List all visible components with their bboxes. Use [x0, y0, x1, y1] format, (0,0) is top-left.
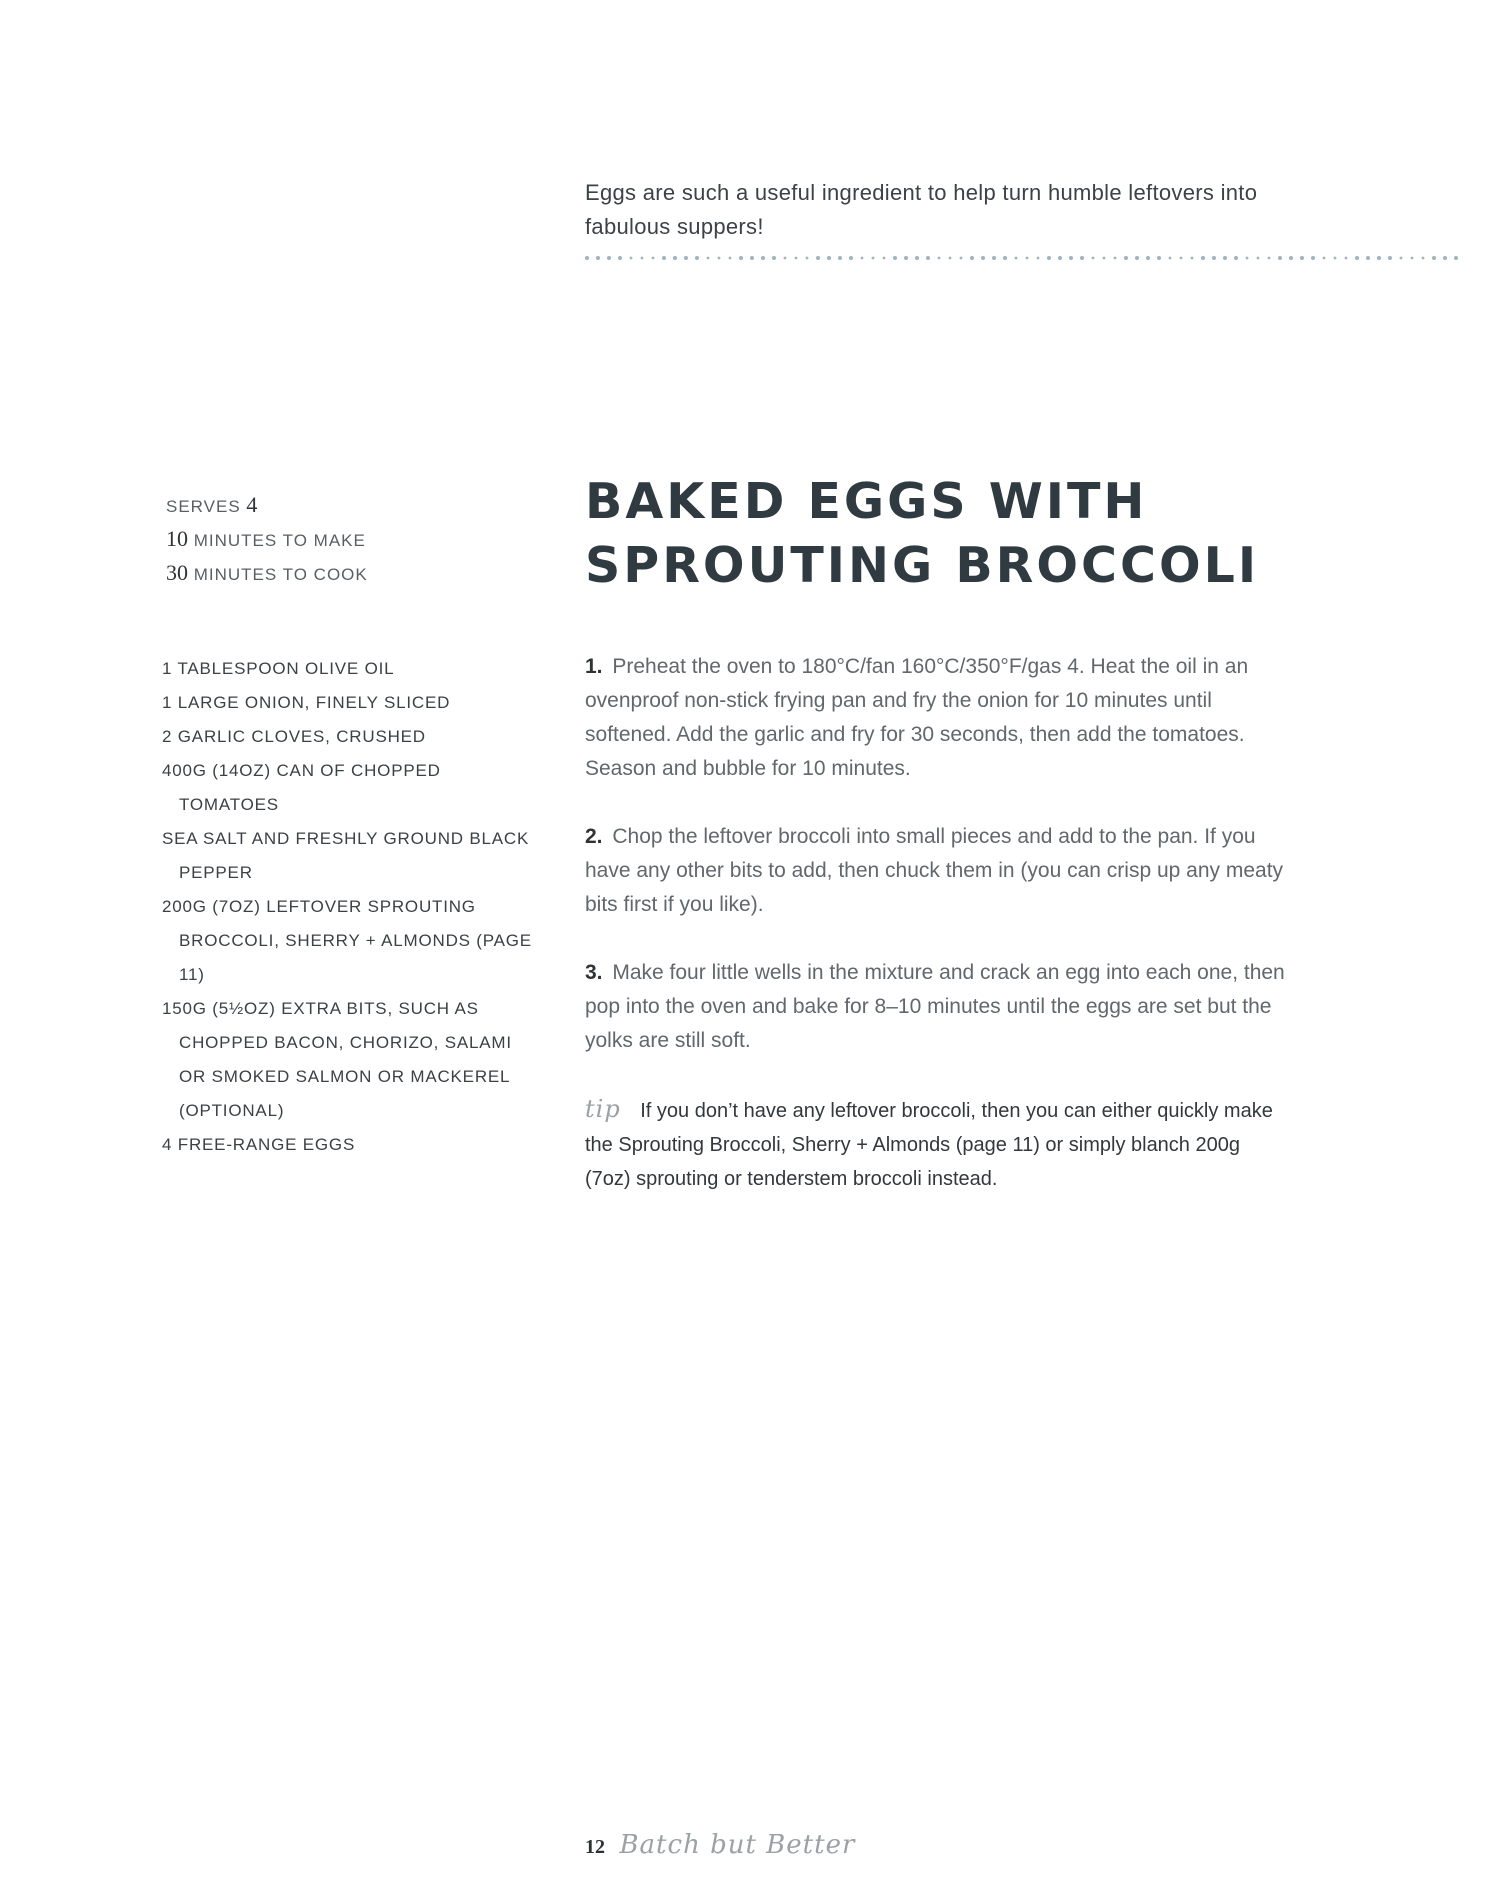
divider-dot [641, 257, 644, 260]
divider-dot [1334, 257, 1337, 260]
divider-dot [904, 256, 908, 260]
divider-dot [1278, 256, 1282, 260]
divider-dot [662, 256, 666, 260]
divider-dot [1003, 256, 1007, 260]
divider-dot [1015, 257, 1018, 260]
dotted-divider [585, 252, 1465, 264]
step-text: Preheat the oven to 180°C/fan 160°C/350°F/gas 4. Heat the oil in an ovenproof non-stick frying pan and fry the onion for 10 minutes until softened. Add the garlic and fry for 30 seconds, then add the tomatoes. Season and bubble for 10 minutes. [585, 655, 1249, 780]
divider-dot [739, 256, 743, 260]
divider-dot [1311, 256, 1315, 260]
tip-box [585, 1092, 1285, 1196]
serves-label: SERVES [166, 497, 241, 516]
divider-dot [872, 257, 875, 260]
divider-dot [630, 257, 633, 260]
divider-dot [1124, 256, 1128, 260]
ingredient-item: 150G (5½OZ) EXTRA BITS, SUCH AS CHOPPED BACON, CHORIZO, SALAMI OR SMOKED SALMON OR MACKEREL (OPTIONAL) [162, 999, 512, 1120]
divider-dot [1257, 257, 1260, 260]
divider-dot [652, 257, 655, 260]
divider-dot [750, 256, 754, 260]
divider-dot [1047, 256, 1051, 260]
divider-dot [1432, 256, 1436, 260]
method-step [585, 650, 1285, 786]
recipe-title-line: SPROUTING BROCCOLI [585, 537, 1260, 594]
divider-dot [1191, 257, 1194, 260]
recipe-meta [166, 488, 466, 590]
method-step [585, 820, 1285, 922]
recipe-title-line: BAKED EGGS WITH [585, 473, 1148, 530]
step-number: 3. [585, 961, 603, 984]
divider-dot [1169, 257, 1172, 260]
divider-dot [784, 257, 787, 260]
divider-dot [673, 256, 677, 260]
divider-dot [1223, 256, 1227, 260]
ingredient-item: 1 TABLESPOON OLIVE OIL [162, 659, 395, 678]
divider-dot [1411, 257, 1414, 260]
divider-dot [949, 257, 952, 260]
divider-dot [1201, 256, 1205, 260]
divider-dot [1355, 256, 1359, 260]
divider-dot [707, 257, 710, 260]
divider-dot [1069, 256, 1073, 260]
method [585, 650, 1285, 1196]
divider-dot [1180, 257, 1183, 260]
divider-dot [1114, 257, 1117, 260]
serves-value: 4 [246, 492, 258, 517]
divider-dot [883, 257, 886, 260]
divider-dot [1377, 256, 1381, 260]
divider-dot [1323, 257, 1326, 260]
divider-dot [1268, 257, 1271, 260]
divider-dot [772, 256, 776, 260]
divider-dot [1454, 256, 1458, 260]
ingredient-item: SEA SALT AND FRESHLY GROUND BLACK PEPPER [162, 829, 530, 882]
make-time-line [166, 522, 466, 556]
tip-label: tip [585, 1095, 621, 1123]
step-number: 2. [585, 825, 603, 848]
divider-dot [761, 256, 765, 260]
divider-dot [1103, 257, 1106, 260]
divider-dot [893, 256, 897, 260]
divider-dot [795, 257, 798, 260]
divider-dot [970, 256, 974, 260]
cook-time-line [166, 556, 466, 590]
divider-dot [1300, 256, 1304, 260]
tip-text: If you don’t have any leftover broccoli, then you can either quickly make the Sprouting Broccoli, Sherry + Almonds (page 11) or simply blanch 200g (7oz) sprouting or tenderstem broccoli instead. [585, 1100, 1273, 1190]
divider-dot [1234, 256, 1238, 260]
divider-dot [1443, 256, 1447, 260]
ingredient-item: 4 FREE-RANGE EGGS [162, 1135, 356, 1154]
divider-dot [938, 257, 941, 260]
step-text: Chop the leftover broccoli into small pieces and add to the pan. If you have any other bits to add, then chuck them in (you can crisp up any meaty bits first if you like). [585, 825, 1284, 916]
divider-dot [926, 256, 930, 260]
divider-dot [861, 257, 864, 260]
divider-dot [992, 256, 996, 260]
divider-dot [1400, 257, 1403, 260]
cook-time-label: MINUTES TO COOK [193, 565, 368, 584]
divider-dot [981, 256, 985, 260]
divider-dot [827, 256, 831, 260]
divider-dot [1366, 256, 1370, 260]
make-time-value: 10 [166, 526, 188, 551]
divider-dot [915, 256, 919, 260]
step-number: 1. [585, 655, 603, 678]
step-text: Make four little wells in the mixture and crack an egg into each one, then pop into the oven and bake for 8–10 minutes until the eggs are set but the yolks are still soft. [585, 961, 1285, 1052]
page-number: 12 [585, 1836, 605, 1858]
divider-dot [849, 256, 853, 260]
divider-dot [1345, 257, 1348, 260]
intro-text: Eggs are such a useful ingredient to help turn humble leftovers into fabulous suppers! [585, 180, 1258, 239]
divider-dot [729, 257, 732, 260]
divider-dot [718, 257, 721, 260]
recipe-title [585, 470, 1445, 598]
divider-dot [1080, 256, 1084, 260]
divider-dot [1037, 257, 1040, 260]
book-title: Batch but Better [619, 1830, 856, 1860]
divider-dot [1026, 257, 1029, 260]
ingredient-item: 1 LARGE ONION, FINELY SLICED [162, 693, 451, 712]
ingredient-item: 400G (14OZ) CAN OF CHOPPED TOMATOES [162, 761, 441, 814]
divider-dot [1212, 256, 1216, 260]
page-footer [585, 1830, 855, 1860]
ingredient-item: 2 GARLIC CLOVES, CRUSHED [162, 727, 426, 746]
divider-dot [618, 256, 622, 260]
cook-time-value: 30 [166, 560, 188, 585]
divider-dot [1135, 256, 1139, 260]
divider-dot [816, 256, 820, 260]
divider-dot [960, 257, 963, 260]
divider-dot [695, 256, 699, 260]
divider-dot [1246, 257, 1249, 260]
divider-dot [1289, 256, 1293, 260]
divider-dot [585, 256, 589, 260]
make-time-label: MINUTES TO MAKE [193, 531, 366, 550]
divider-dot [1146, 256, 1150, 260]
ingredient-list [162, 652, 542, 1162]
method-step [585, 956, 1285, 1058]
divider-dot [806, 257, 809, 260]
divider-dot [1092, 257, 1095, 260]
divider-dot [1058, 256, 1062, 260]
divider-dot [1388, 256, 1392, 260]
serves-line [166, 488, 466, 522]
divider-dot [838, 256, 842, 260]
ingredient-item: 200G (7OZ) LEFTOVER SPROUTING BROCCOLI, SHERRY + ALMONDS (PAGE 11) [162, 897, 532, 984]
divider-dot [607, 256, 611, 260]
divider-dot [684, 256, 688, 260]
divider-dot [1422, 257, 1425, 260]
divider-dot [596, 256, 600, 260]
divider-dot [1157, 256, 1161, 260]
